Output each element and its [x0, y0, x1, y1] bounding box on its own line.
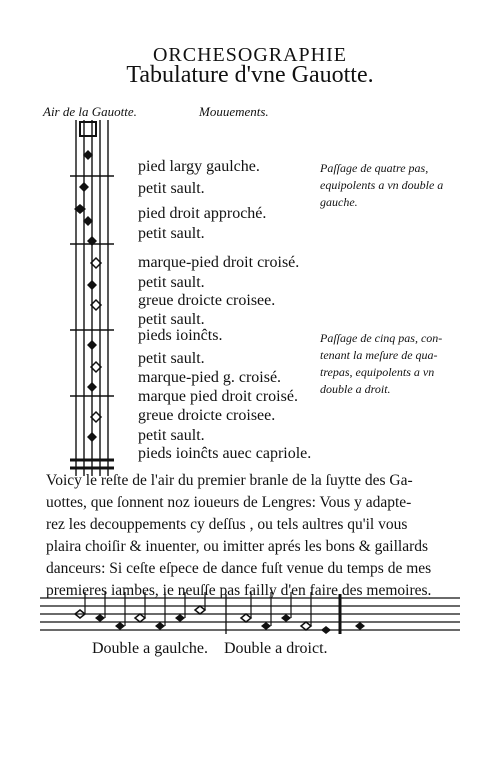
step-line: petit sault.: [138, 274, 205, 291]
note-line: equipolents a vn double a: [320, 178, 444, 192]
note-line: gauche.: [320, 195, 358, 209]
step-line: pieds ioinĉts auec capriole.: [138, 445, 312, 462]
step-line: petit sault.: [138, 350, 205, 367]
margin-note-four-steps: [320, 160, 480, 211]
step-line: marque-pied g. croisé.: [138, 369, 282, 386]
paragraph-line: Voicy le reſte de l'air du premier branle de la ſuytte des Ga-: [46, 472, 413, 489]
step-line: petit sault.: [138, 180, 205, 197]
caption-double-left: Double a gaulche.: [92, 640, 208, 657]
air-column-heading: Air de la Gauotte.: [43, 104, 137, 119]
margin-note-five-steps: [320, 330, 480, 398]
step-line: petit sault.: [138, 225, 205, 242]
body-paragraph: [46, 470, 466, 602]
step-line: petit sault.: [138, 427, 205, 444]
note-line: Paſſage de cinq pas, con-: [320, 331, 443, 345]
step-line: marque pied droit croisé.: [138, 388, 298, 405]
vertical-music-staff: [70, 120, 114, 476]
note-line: Paſſage de quatre pas,: [320, 161, 429, 175]
caption-double-right: Double a droict.: [224, 640, 328, 657]
horizontal-music-staff: [40, 592, 460, 636]
note-line: trepas, equipolents a vn: [320, 365, 435, 379]
step-line: marque-pied droit croisé.: [138, 254, 300, 271]
step-line: greue droicte croisee.: [138, 292, 276, 309]
step-line: pieds ioinĉts.: [138, 327, 223, 344]
paragraph-line: plaira choiſir & inuenter, ou imitter aprés les bons & gaillards: [46, 538, 429, 555]
movements-column-heading: Mouuements.: [199, 104, 269, 119]
running-title: ORCHESOGRAPHIE: [152, 44, 348, 66]
step-line: pied droit approché.: [138, 205, 267, 222]
step-line: greue droicte croisee.: [138, 407, 276, 424]
step-line: pied largy gaulche.: [138, 158, 260, 175]
page-title: Tabulature d'vne Gauotte.: [126, 62, 374, 88]
paragraph-line: premieres iambes, ie neuſſe pas failly d'en faire des memoires.: [46, 582, 432, 599]
paragraph-line: danceurs: Si ceſte eſpece de dance fuſt venue du temps de mes: [46, 560, 432, 577]
step-line: petit sault.: [138, 311, 205, 328]
note-line: tenant la meſure de qua-: [320, 348, 438, 362]
paragraph-line: rez les decouppements cy deſſus , ou tels aultres qu'il vous: [46, 516, 408, 533]
paragraph-line: uottes, que ſonnent noz ioueurs de Lengres: Vous y adapte-: [46, 494, 412, 511]
note-line: double a droit.: [320, 382, 391, 396]
